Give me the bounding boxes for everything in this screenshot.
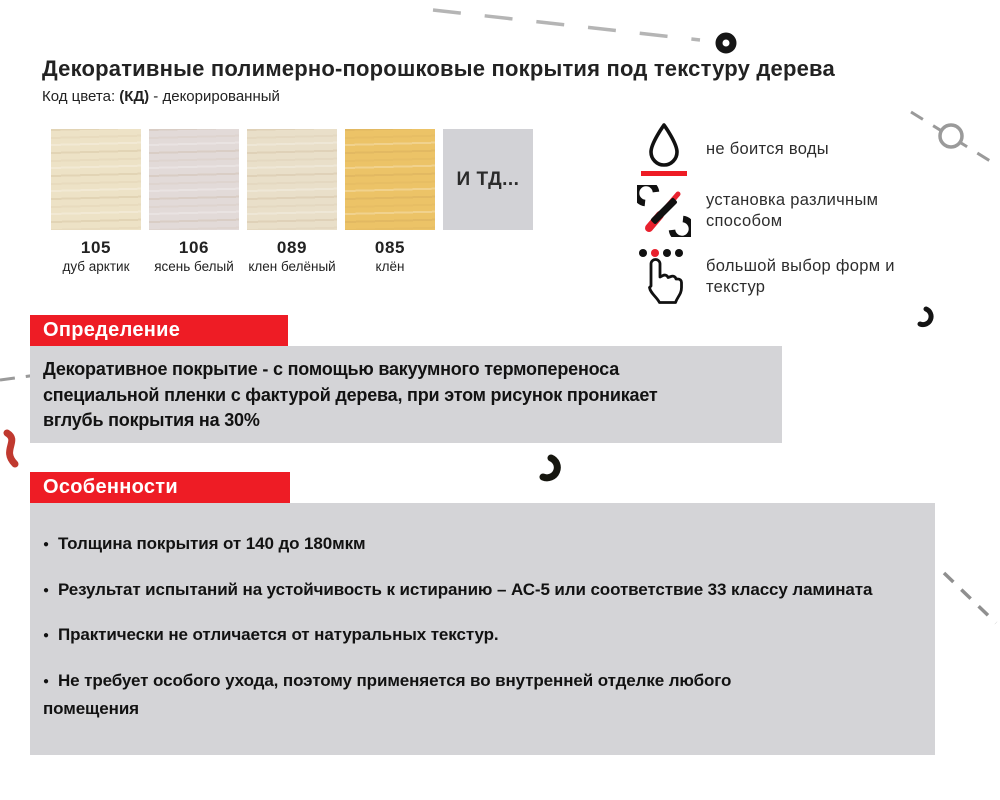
subtitle-suffix: - декорированный [149,88,280,105]
wood-swatch-089 [247,129,337,230]
feature-bullet: ● Не требует особого ухода, поэтому применяется во внутренней отделке любого помещения [43,667,813,724]
swatch-name: дуб арктик [62,259,130,274]
feature-label: установка различным способом [706,191,879,230]
more-swatches-tile: И ТД... [443,129,533,230]
swatch-name: ясень белый [154,259,234,274]
page-title: Декоративные полимерно-порошковые покрытия под текстуру дерева [42,56,835,81]
swatch-code: 106 [178,238,210,257]
feature-install [632,185,962,237]
swatch-name: клён [375,259,405,274]
feature-bullet: ● Толщина покрытия от 140 до 180мкм [43,530,905,559]
swatch-cell [149,129,239,274]
feature-choice [632,246,962,308]
swatch-cell [247,129,337,274]
red-squiggle-decor [0,428,34,476]
swatch-row [51,129,533,274]
definition-box [30,346,782,443]
wood-texture-overlay [247,129,337,230]
color-code-subtitle [42,88,280,105]
features-list [43,530,915,724]
comma-decor-large [538,454,566,486]
swatch-code: 085 [374,238,406,257]
wood-texture-overlay [345,129,435,230]
swatch-cell [345,129,435,274]
features-box [30,503,935,755]
donut-dot-icon [719,36,733,50]
wood-swatch-105 [51,129,141,230]
features-heading: Особенности [30,472,290,503]
feature-bullet: ● Результат испытаний на устойчивость к истиранию – АС-5 или соответствие 33 классу ламината [43,576,905,605]
wrench-screwdriver-icon [632,185,696,237]
water-drop-icon [632,122,696,176]
swatch-code: 105 [80,238,112,257]
wood-swatch-106 [149,129,239,230]
swatch-code: 089 [276,238,308,257]
wood-texture-overlay [149,129,239,230]
definition-heading: Определение [30,315,288,346]
dashed-line-right-decor [938,565,1000,631]
swatch-name: клен белёный [248,259,336,274]
swatch-cell [51,129,141,274]
feature-label: не боится воды [706,139,829,158]
icon-features [632,122,962,317]
wood-texture-overlay [51,129,141,230]
color-code: (КД) [119,88,150,105]
wood-swatch-085 [345,129,435,230]
feature-label: большой выбор форм и текстур [706,257,895,296]
tap-hand-icon [632,246,696,308]
swatch-cell [443,129,533,274]
dashed-line-top-decor [425,0,745,60]
feature-water [632,122,962,176]
subtitle-prefix: Код цвета: [42,88,120,105]
red-underline [641,171,687,176]
definition-text: Декоративное покрытие - с помощью вакуумного термопереноса специальной пленки с фактурой дерева, при этом рисунок проникает вглубь покрытия на 30% [43,359,658,431]
feature-bullet: ● Практически не отличается от натуральных текстур. [43,621,905,650]
